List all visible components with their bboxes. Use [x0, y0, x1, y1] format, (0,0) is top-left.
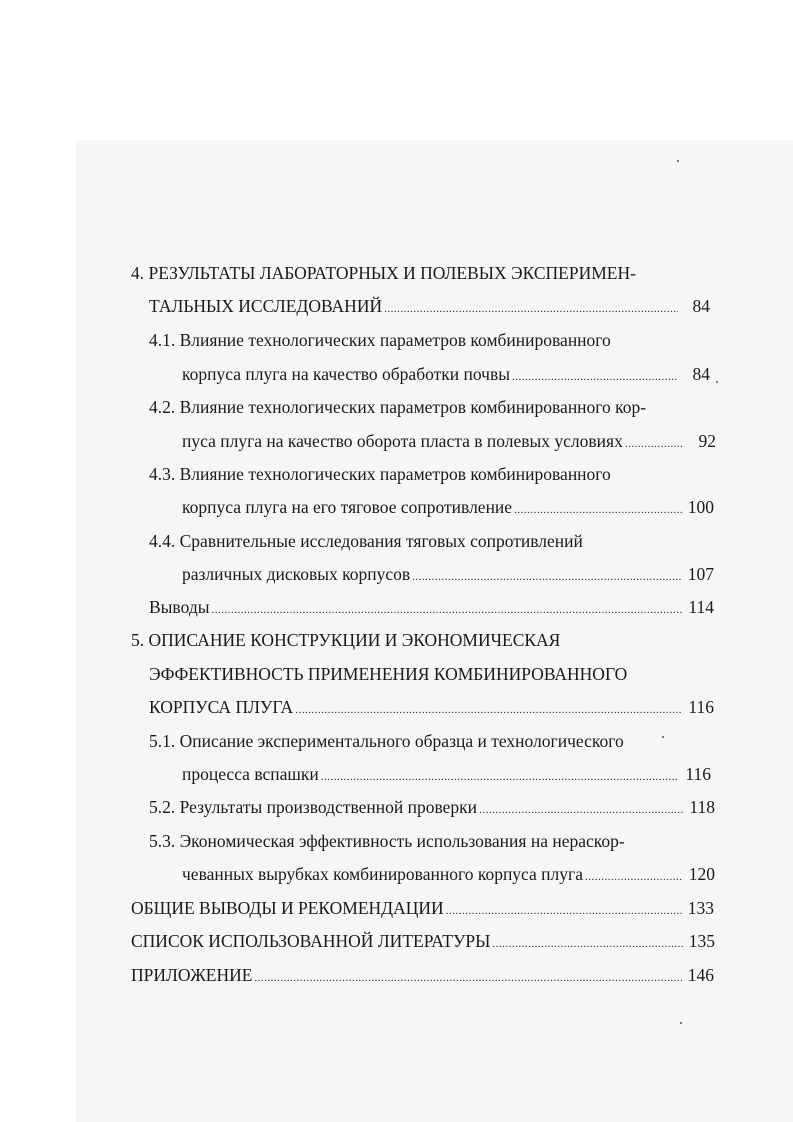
dot-leader [412, 565, 682, 586]
toc-entry-5-1[interactable] [182, 762, 711, 786]
toc-entry-4-4[interactable] [182, 562, 714, 586]
toc-entry-4-2[interactable] [182, 429, 716, 453]
toc-entry-conclusions[interactable] [149, 595, 714, 619]
toc-entry-text: ПРИЛОЖЕНИЕ [131, 965, 253, 985]
dot-leader [625, 432, 684, 453]
toc-entry-text: 4.4. Сравнительные исследования тяговых сопротивлений [149, 531, 583, 551]
page-number: 84 [692, 296, 710, 316]
toc-entry-text: процесса вспашки [182, 764, 319, 784]
toc-entry-5-1-title-line1 [149, 729, 669, 753]
page-number: 118 [689, 797, 715, 817]
page-number: 116 [685, 764, 711, 784]
toc-entry-5-title-line1 [131, 628, 691, 652]
dot-leader [384, 297, 678, 318]
toc-entry-5-3-title-line1 [149, 829, 709, 853]
page-number: 120 [688, 864, 715, 884]
toc-entry-4[interactable] [149, 294, 710, 318]
toc-entry-references[interactable] [131, 929, 715, 953]
toc-entry-text: СПИСОК ИСПОЛЬЗОВАННОЙ ЛИТЕРАТУРЫ [131, 931, 491, 951]
toc-entry-text: 4.3. Влияние технологических параметров комбинированного [149, 464, 611, 484]
toc-entry-5-title-line2 [149, 662, 709, 686]
page-number: 100 [687, 497, 714, 517]
toc-entry-text: 5.2. Результаты производственной проверки [149, 797, 478, 817]
dot-leader [514, 498, 682, 519]
toc-entry-text: чеванных вырубках комбинированного корпуса плуга [182, 864, 583, 884]
dot-leader [585, 865, 683, 886]
dot-leader [254, 966, 682, 987]
page-number: 84 [692, 364, 710, 384]
page-number: 146 [687, 965, 714, 985]
dot-leader [321, 765, 679, 786]
dot-leader [512, 365, 678, 386]
toc-entry-text: различных дисковых корпусов [182, 564, 411, 584]
toc-entry-appendix[interactable] [131, 963, 714, 987]
toc-entry-5-2[interactable] [149, 795, 715, 819]
page-number: 114 [688, 597, 714, 617]
page-number: 133 [687, 898, 714, 918]
toc-entry-text: 4. РЕЗУЛЬТАТЫ ЛАБОРАТОРНЫХ И ПОЛЕВЫХ ЭКСПЕРИМЕН- [131, 263, 636, 283]
toc-entry-5[interactable] [149, 695, 714, 719]
toc-entry-text: Выводы [149, 597, 210, 617]
dot-leader [295, 698, 682, 719]
toc-entry-text: корпуса плуга на качество обработки почвы [182, 364, 510, 384]
toc-entry-5-3[interactable] [182, 862, 715, 886]
toc-entry-text: корпуса плуга на его тяговое сопротивление [182, 497, 513, 517]
toc-entry-text: 5.1. Описание экспериментального образца и технологического [149, 731, 624, 751]
toc-entry-text: пуса плуга на качество оборота пласта в полевых условиях [182, 431, 623, 451]
toc-entry-4-2-title-line1 [149, 395, 709, 419]
page-number: 92 [698, 431, 716, 451]
toc-entry-general-conclusions[interactable] [131, 896, 714, 920]
page-number: 116 [688, 697, 714, 717]
dot-leader [492, 932, 683, 953]
toc-entry-4-1-title-line1 [149, 328, 669, 352]
page-number: 107 [687, 564, 714, 584]
toc-entry-4-title-line1 [131, 261, 691, 285]
toc-entry-4-4-title-line1 [149, 529, 669, 553]
toc-entry-4-1[interactable] [182, 362, 710, 386]
toc-entry-text: 4.2. Влияние технологических параметров комбинированного кор- [149, 397, 647, 417]
page-number: 135 [688, 931, 715, 951]
toc-entry-text: 4.1. Влияние технологических параметров комбинированного [149, 330, 611, 350]
dot-leader [479, 798, 683, 819]
toc-entry-text: 5.3. Экономическая эффективность использования на нераскор- [149, 831, 625, 851]
toc-entry-text: ТАЛЬНЫХ ИССЛЕДОВАНИЙ [149, 296, 383, 316]
toc-entry-text: ЭФФЕКТИВНОСТЬ ПРИМЕНЕНИЯ КОМБИНИРОВАННОГО [149, 664, 628, 684]
dot-leader [211, 598, 682, 619]
toc-entry-text: ОБЩИЕ ВЫВОДЫ И РЕКОМЕНДАЦИИ [131, 898, 444, 918]
toc-entry-text: 5. ОПИСАНИЕ КОНСТРУКЦИИ И ЭКОНОМИЧЕСКАЯ [131, 630, 561, 650]
dot-leader [446, 899, 682, 920]
toc-entry-4-3-title-line1 [149, 462, 669, 486]
toc-entry-text: КОРПУСА ПЛУГА [149, 697, 294, 717]
toc-entry-4-3[interactable] [182, 495, 714, 519]
